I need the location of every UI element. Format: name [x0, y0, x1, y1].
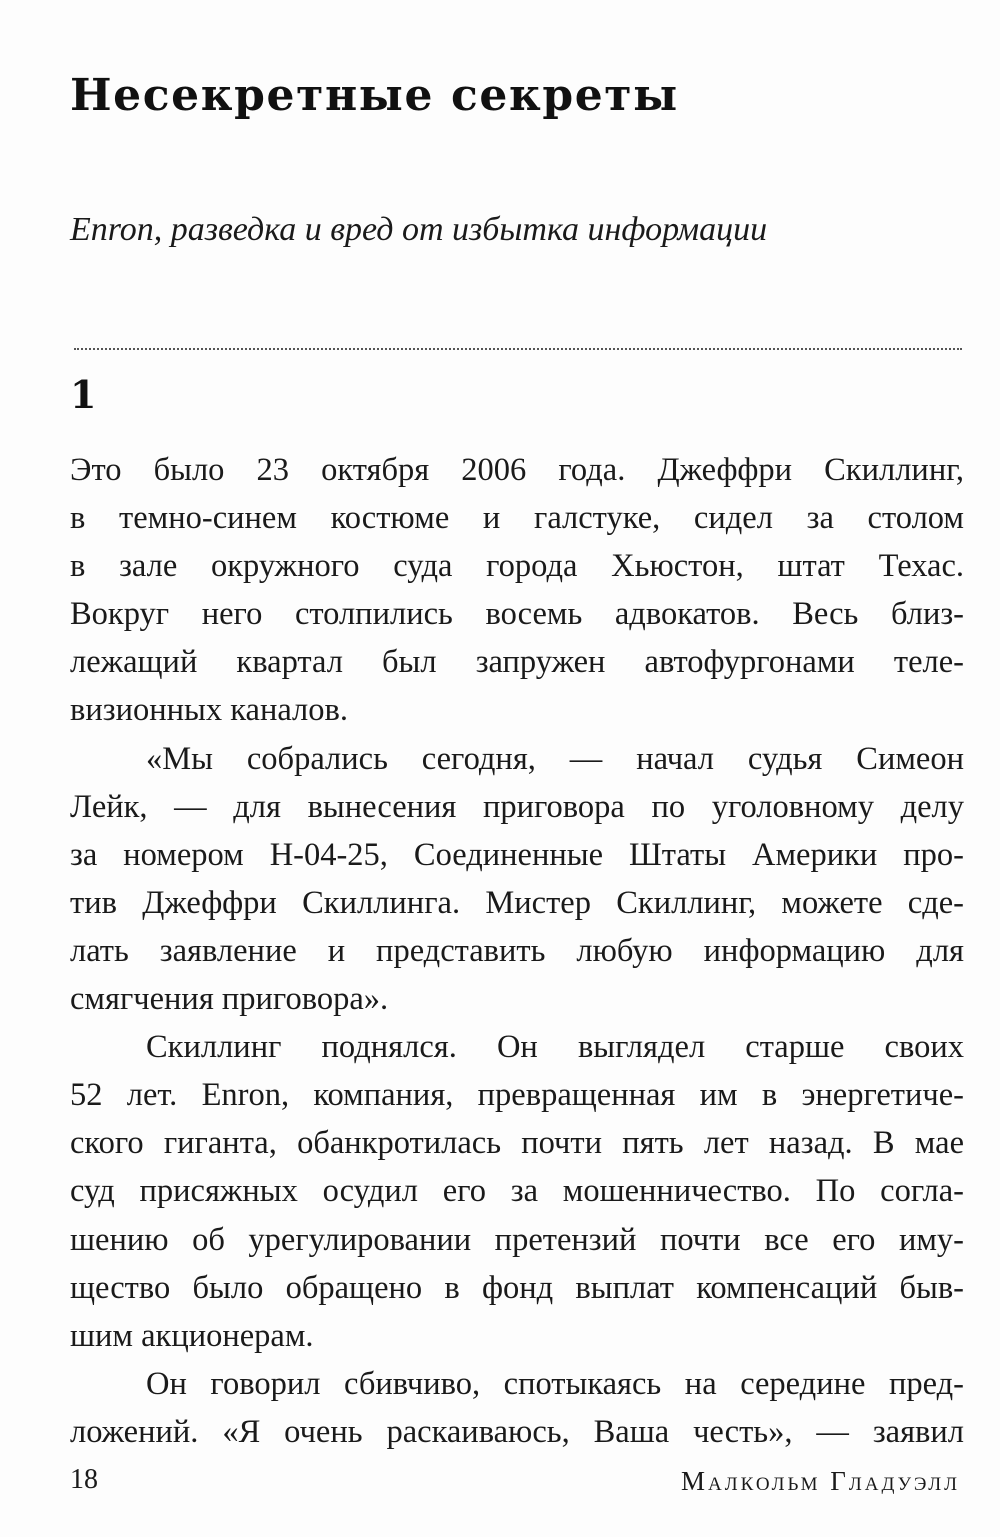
- text-line: тив Джеффри Скиллинга. Мистер Скиллинг, можете сде-: [70, 884, 964, 921]
- chapter-subtitle: Enron, разведка и вред от избытка информации: [70, 211, 768, 248]
- text-line: смягчения приговора».: [70, 981, 389, 1018]
- text-line: лежащий квартал был запружен автофургонами теле-: [70, 644, 964, 681]
- text-line: суд присяжных осудил его за мошенничество. По согла-: [70, 1173, 964, 1210]
- text-line: Он говорил сбивчиво, спотыкаясь на середине пред-: [146, 1365, 964, 1402]
- page-number: 18: [70, 1464, 98, 1495]
- text-line: в зале окружного суда города Хьюстон, штат Техас.: [70, 548, 964, 585]
- text-line: ского гиганта, обанкротилась почти пять лет назад. В мае: [70, 1125, 964, 1162]
- text-line: за номером Н-04-25, Соединенные Штаты Америки про-: [70, 836, 964, 873]
- text-line: визионных каналов.: [70, 692, 348, 729]
- text-line: «Мы собрались сегодня, — начал судья Симеон: [146, 740, 964, 777]
- text-line: Лейк, — для вынесения приговора по уголовному делу: [70, 788, 964, 825]
- chapter-title: Несекретные секреты: [70, 70, 679, 121]
- text-line: Скиллинг поднялся. Он выглядел старше своих: [146, 1029, 964, 1066]
- text-line: Это было 23 октября 2006 года. Джеффри Скиллинг,: [70, 452, 964, 488]
- text-line: щество было обращено в фонд выплат компенсаций быв-: [70, 1269, 964, 1306]
- section-number: 1: [70, 372, 97, 417]
- text-line: в темно-синем костюме и галстуке, сидел за столом: [70, 500, 964, 537]
- text-line: шим акционерам.: [70, 1317, 314, 1354]
- text-line: лать заявление и представить любую информацию для: [70, 932, 964, 969]
- text-line: Вокруг него столпились восемь адвокатов. Весь близ-: [70, 596, 964, 633]
- text-line: шению об урегулировании претензий почти все его иму-: [70, 1221, 964, 1258]
- text-line: 52 лет. Enron, компания, превращенная им в энергетиче-: [70, 1077, 964, 1114]
- text-line: ложений. «Я очень раскаиваюсь, Ваша честь», — заявил: [70, 1413, 964, 1450]
- body-text: [70, 446, 964, 1456]
- dotted-divider: [74, 348, 962, 350]
- running-footer-author: Малкольм Гладуэлл: [681, 1466, 960, 1496]
